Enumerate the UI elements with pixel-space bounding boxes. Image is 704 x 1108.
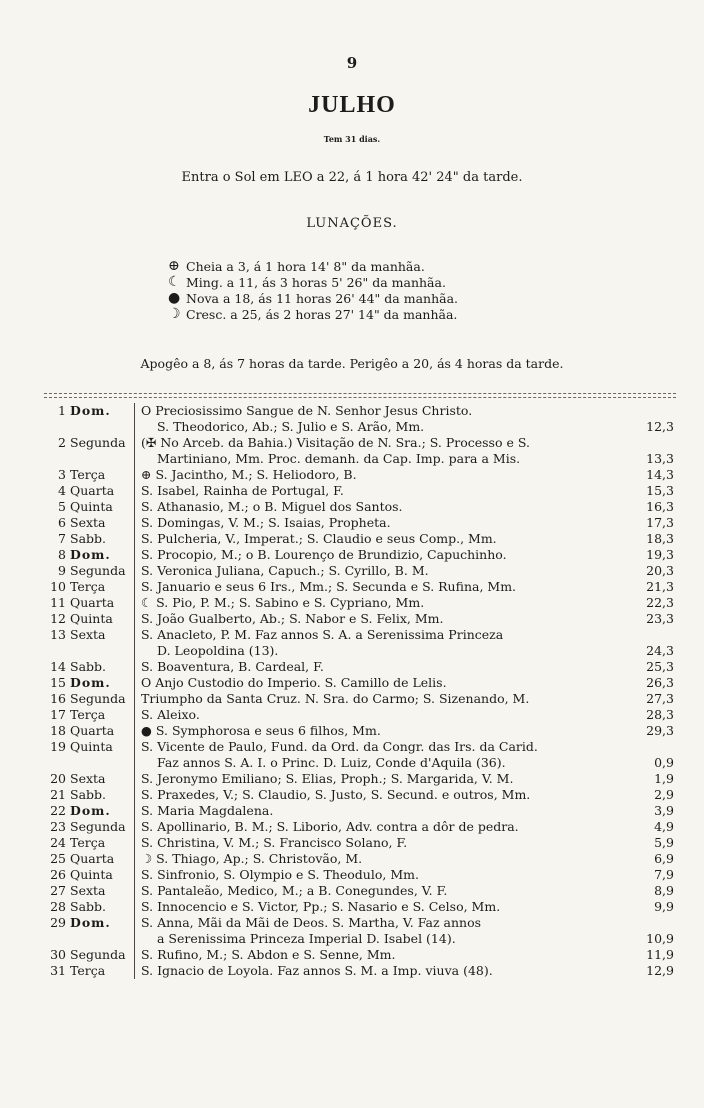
day-number: 24 bbox=[50, 835, 66, 850]
calendar-row bbox=[44, 787, 678, 803]
moon-age-value: 26,3 bbox=[646, 675, 674, 690]
moon-age-value: 23,3 bbox=[646, 611, 674, 626]
day-number: 5 bbox=[58, 499, 66, 514]
day-number: 7 bbox=[58, 531, 66, 546]
day-number: 25 bbox=[50, 851, 66, 866]
weekday: Sexta bbox=[70, 627, 135, 659]
weekday: Sabb. bbox=[70, 659, 135, 675]
moon-age-value: 9,9 bbox=[654, 899, 674, 914]
page-number: 9 bbox=[346, 54, 358, 72]
day-number: 23 bbox=[50, 819, 66, 834]
calendar-row bbox=[44, 563, 678, 579]
day-number: 8 bbox=[58, 547, 66, 562]
saints-text: S. Rufino, M.; S. Abdon e S. Senne, Mm. bbox=[141, 947, 396, 962]
moon-age-value: 12,3 bbox=[646, 419, 674, 434]
moon-age-value: 5,9 bbox=[654, 835, 674, 850]
saints-cell bbox=[135, 531, 623, 547]
sun-entry: Entra o Sol em LEO a 22, á 1 hora 42' 24" da tarde. bbox=[181, 170, 523, 185]
saints-continuation: Martiniano, Mm. Proc. demanh. da Cap. Imp. para a Mis. bbox=[157, 451, 521, 466]
last-quarter-icon: ☾ bbox=[168, 274, 181, 290]
weekday: Dom. bbox=[70, 803, 135, 819]
weekday: Terça bbox=[70, 707, 135, 723]
weekday: Sabb. bbox=[70, 531, 135, 547]
saints-cell bbox=[135, 787, 623, 803]
moon-age-value: 17,3 bbox=[646, 515, 674, 530]
weekday: Dom. bbox=[70, 403, 135, 435]
lunation-last-quarter bbox=[168, 274, 458, 290]
calendar-row bbox=[44, 467, 678, 483]
calendar-row bbox=[44, 403, 678, 435]
moon-age-value: 18,3 bbox=[646, 531, 674, 546]
weekday: Dom. bbox=[70, 547, 135, 563]
saints-cell bbox=[135, 803, 623, 819]
saints-text: S. Innocencio e S. Victor, Pp.; S. Nasario e S. Celso, Mm. bbox=[141, 899, 501, 914]
calendar-row bbox=[44, 675, 678, 691]
calendar-row bbox=[44, 627, 678, 659]
weekday: Segunda bbox=[70, 947, 135, 963]
moon-age-value: 14,3 bbox=[646, 467, 674, 482]
weekday: Segunda bbox=[70, 563, 135, 579]
saints-text: S. Athanasio, M.; o B. Miguel dos Santos. bbox=[141, 499, 403, 514]
apogee-perigee: Apogêo a 8, ás 7 horas da tarde. Perigêo a 20, ás 4 horas da tarde. bbox=[140, 356, 564, 371]
first-quarter-icon: ☽ bbox=[168, 306, 181, 322]
weekday: Segunda bbox=[70, 819, 135, 835]
saints-cell bbox=[135, 739, 623, 771]
weekday: Segunda bbox=[70, 691, 135, 707]
saints-continuation: a Serenissima Princeza Imperial D. Isabel (14). bbox=[157, 931, 456, 946]
weekday: Sexta bbox=[70, 771, 135, 787]
weekday: Sabb. bbox=[70, 899, 135, 915]
lunation-full bbox=[168, 258, 458, 274]
saints-text: S. João Gualberto, Ab.; S. Nabor e S. Felix, Mm. bbox=[141, 611, 444, 626]
calendar-row bbox=[44, 835, 678, 851]
moon-age-value: 6,9 bbox=[654, 851, 674, 866]
saints-text: S. Boaventura, B. Cardeal, F. bbox=[141, 659, 324, 674]
saints-text: O Anjo Custodio do Imperio. S. Camillo de Lelis. bbox=[141, 675, 447, 690]
saints-text: S. Aleixo. bbox=[141, 707, 200, 722]
saints-text: ☾ S. Pio, P. M.; S. Sabino e S. Cypriano, Mm. bbox=[141, 595, 425, 610]
saints-text: (✠ No Arceb. da Bahia.) Visitação de N. Sra.; S. Processo e S. bbox=[141, 435, 530, 450]
saints-cell bbox=[135, 691, 623, 707]
calendar-row bbox=[44, 531, 678, 547]
weekday: Segunda bbox=[70, 435, 135, 467]
calendar-row bbox=[44, 947, 678, 963]
lunations-title: LUNAÇÕES. bbox=[306, 216, 398, 231]
saints-cell bbox=[135, 595, 623, 611]
moon-age-value: 13,3 bbox=[646, 451, 674, 466]
lunation-text: Cheia a 3, á 1 hora 14' 8" da manhãa. bbox=[186, 258, 425, 274]
day-number: 27 bbox=[50, 883, 66, 898]
divider bbox=[44, 393, 676, 394]
lunation-first-quarter bbox=[168, 306, 458, 322]
saints-cell bbox=[135, 611, 623, 627]
weekday: Quarta bbox=[70, 595, 135, 611]
moon-age-value: 3,9 bbox=[654, 803, 674, 818]
day-number: 28 bbox=[50, 899, 66, 914]
calendar-row bbox=[44, 483, 678, 499]
calendar-row bbox=[44, 499, 678, 515]
moon-age-value: 20,3 bbox=[646, 563, 674, 578]
weekday: Terça bbox=[70, 835, 135, 851]
saints-cell bbox=[135, 467, 623, 483]
weekday: Dom. bbox=[70, 915, 135, 947]
calendar-row bbox=[44, 899, 678, 915]
saints-text: S. Domingas, V. M.; S. Isaias, Propheta. bbox=[141, 515, 391, 530]
moon-age-value: 25,3 bbox=[646, 659, 674, 674]
weekday: Quarta bbox=[70, 851, 135, 867]
saints-cell bbox=[135, 723, 623, 739]
calendar-row bbox=[44, 963, 678, 979]
calendar-row bbox=[44, 851, 678, 867]
weekday: Quinta bbox=[70, 739, 135, 771]
calendar-row bbox=[44, 771, 678, 787]
moon-age-value: 21,3 bbox=[646, 579, 674, 594]
calendar-row bbox=[44, 883, 678, 899]
calendar-row bbox=[44, 579, 678, 595]
moon-age-value: 24,3 bbox=[646, 643, 674, 658]
saints-text: S. Christina, V. M.; S. Francisco Solano, F. bbox=[141, 835, 408, 850]
day-number: 12 bbox=[50, 611, 66, 626]
calendar-row bbox=[44, 707, 678, 723]
lunation-text: Cresc. a 25, ás 2 horas 27' 14" da manhãa. bbox=[186, 306, 458, 322]
saints-cell bbox=[135, 627, 623, 659]
weekday: Terça bbox=[70, 963, 135, 979]
saints-text: S. Jeronymo Emiliano; S. Elias, Proph.; S. Margarida, V. M. bbox=[141, 771, 514, 786]
weekday: Sexta bbox=[70, 883, 135, 899]
day-number: 17 bbox=[50, 707, 66, 722]
saints-text: S. Vicente de Paulo, Fund. da Ord. da Congr. das Irs. da Carid. bbox=[141, 739, 538, 754]
weekday: Terça bbox=[70, 467, 135, 483]
calendar-row bbox=[44, 595, 678, 611]
lunation-text: Ming. a 11, ás 3 horas 5' 26" da manhãa. bbox=[186, 274, 446, 290]
saints-text: S. Maria Magdalena. bbox=[141, 803, 274, 818]
moon-age-value: 7,9 bbox=[654, 867, 674, 882]
moon-age-value: 4,9 bbox=[654, 819, 674, 834]
lunation-new bbox=[168, 290, 458, 306]
moon-age-value: 15,3 bbox=[646, 483, 674, 498]
saints-text: S. Apollinario, B. M.; S. Liborio, Adv. contra a dôr de pedra. bbox=[141, 819, 519, 834]
day-number: 29 bbox=[50, 915, 66, 930]
calendar-row bbox=[44, 915, 678, 947]
day-number: 20 bbox=[50, 771, 66, 786]
saints-text: S. Anna, Mãi da Mãi de Deos. S. Martha, V. Faz annos bbox=[141, 915, 482, 930]
day-number: 4 bbox=[58, 483, 66, 498]
day-number: 18 bbox=[50, 723, 66, 738]
divider bbox=[44, 397, 676, 398]
calendar-row bbox=[44, 547, 678, 563]
weekday: Quarta bbox=[70, 483, 135, 499]
saints-cell bbox=[135, 899, 623, 915]
moon-age-value: 27,3 bbox=[646, 691, 674, 706]
weekday: Quinta bbox=[70, 611, 135, 627]
saints-cell bbox=[135, 435, 623, 467]
saints-text: S. Januario e seus 6 Irs., Mm.; S. Secunda e S. Rufina, Mm. bbox=[141, 579, 517, 594]
calendar-row bbox=[44, 803, 678, 819]
saints-cell bbox=[135, 675, 623, 691]
saints-text: S. Pantaleão, Medico, M.; a B. Conegundes, V. F. bbox=[141, 883, 448, 898]
saints-text: S. Veronica Juliana, Capuch.; S. Cyrillo, B. M. bbox=[141, 563, 429, 578]
saints-text: S. Ignacio de Loyola. Faz annos S. M. a Imp. viuva (48). bbox=[141, 963, 493, 978]
moon-age-value: 8,9 bbox=[654, 883, 674, 898]
saints-text: S. Sinfronio, S. Olympio e S. Theodulo, Mm. bbox=[141, 867, 419, 882]
saints-cell bbox=[135, 547, 623, 563]
calendar-row bbox=[44, 611, 678, 627]
day-number: 19 bbox=[50, 739, 66, 754]
day-number: 9 bbox=[58, 563, 66, 578]
saints-text: ⊕ S. Jacintho, M.; S. Heliodoro, B. bbox=[141, 467, 357, 482]
saints-cell bbox=[135, 947, 623, 963]
days-note: Tem 31 dias. bbox=[323, 134, 381, 144]
moon-age-value: 1,9 bbox=[654, 771, 674, 786]
day-number: 3 bbox=[58, 467, 66, 482]
saints-cell bbox=[135, 707, 623, 723]
saints-text: ● S. Symphorosa e seus 6 filhos, Mm. bbox=[141, 723, 381, 738]
weekday: Sexta bbox=[70, 515, 135, 531]
saints-cell bbox=[135, 403, 623, 435]
saints-cell bbox=[135, 483, 623, 499]
weekday: Sabb. bbox=[70, 787, 135, 803]
day-number: 31 bbox=[50, 963, 66, 978]
saints-text: O Preciosissimo Sangue de N. Senhor Jesus Christo. bbox=[141, 403, 473, 418]
saints-cell bbox=[135, 499, 623, 515]
saints-cell bbox=[135, 819, 623, 835]
saints-cell bbox=[135, 659, 623, 675]
moon-age-value: 2,9 bbox=[654, 787, 674, 802]
new-moon-icon: ● bbox=[168, 290, 181, 306]
saints-cell bbox=[135, 915, 623, 947]
calendar-row bbox=[44, 515, 678, 531]
calendar-row bbox=[44, 867, 678, 883]
moon-age-value: 11,9 bbox=[646, 947, 674, 962]
saints-text: S. Isabel, Rainha de Portugal, F. bbox=[141, 483, 344, 498]
saints-text: S. Pulcheria, V., Imperat.; S. Claudio e seus Comp., Mm. bbox=[141, 531, 497, 546]
moon-age-value: 29,3 bbox=[646, 723, 674, 738]
day-number: 22 bbox=[50, 803, 66, 818]
day-number: 15 bbox=[50, 675, 66, 690]
full-moon-icon: ⊕ bbox=[168, 258, 180, 274]
day-number: 1 bbox=[58, 403, 66, 418]
saints-text: S. Procopio, M.; o B. Lourenço de Brundizio, Capuchinho. bbox=[141, 547, 507, 562]
saints-cell bbox=[135, 563, 623, 579]
moon-age-value: 12,9 bbox=[646, 963, 674, 978]
weekday: Quinta bbox=[70, 867, 135, 883]
moon-age-value: 22,3 bbox=[646, 595, 674, 610]
day-number: 14 bbox=[50, 659, 66, 674]
calendar-row bbox=[44, 739, 678, 771]
saints-cell bbox=[135, 515, 623, 531]
moon-age-value: 28,3 bbox=[646, 707, 674, 722]
calendar-row bbox=[44, 659, 678, 675]
saints-continuation: D. Leopoldina (13). bbox=[157, 643, 279, 658]
calendar-row bbox=[44, 819, 678, 835]
day-number: 2 bbox=[58, 435, 66, 450]
lunations-list bbox=[168, 258, 458, 322]
weekday: Quarta bbox=[70, 723, 135, 739]
saints-cell bbox=[135, 579, 623, 595]
moon-age-value: 10,9 bbox=[646, 931, 674, 946]
day-number: 30 bbox=[50, 947, 66, 962]
day-number: 16 bbox=[50, 691, 66, 706]
saints-cell bbox=[135, 851, 623, 867]
weekday: Dom. bbox=[70, 675, 135, 691]
day-number: 13 bbox=[50, 627, 66, 642]
saints-text: Triumpho da Santa Cruz. N. Sra. do Carmo; S. Sizenando, M. bbox=[141, 691, 530, 706]
saints-text: S. Praxedes, V.; S. Claudio, S. Justo, S. Secund. e outros, Mm. bbox=[141, 787, 531, 802]
lunation-text: Nova a 18, ás 11 horas 26' 44" da manhãa. bbox=[186, 290, 458, 306]
weekday: Quinta bbox=[70, 499, 135, 515]
moon-age-value: 0,9 bbox=[654, 755, 674, 770]
moon-age-value: 19,3 bbox=[646, 547, 674, 562]
day-number: 26 bbox=[50, 867, 66, 882]
day-number: 11 bbox=[50, 595, 66, 610]
moon-age-value: 16,3 bbox=[646, 499, 674, 514]
saints-cell bbox=[135, 771, 623, 787]
saints-calendar bbox=[44, 403, 678, 979]
saints-cell bbox=[135, 867, 623, 883]
saints-cell bbox=[135, 883, 623, 899]
weekday: Terça bbox=[70, 579, 135, 595]
saints-text: ☽ S. Thiago, Ap.; S. Christovão, M. bbox=[141, 851, 363, 866]
day-number: 6 bbox=[58, 515, 66, 530]
saints-cell bbox=[135, 963, 623, 979]
calendar-row bbox=[44, 691, 678, 707]
saints-cell bbox=[135, 835, 623, 851]
calendar-row bbox=[44, 723, 678, 739]
month-title: JULHO bbox=[308, 92, 396, 118]
saints-continuation: Faz annos S. A. I. o Princ. D. Luiz, Conde d'Aquila (36). bbox=[157, 755, 506, 770]
saints-text: S. Anacleto, P. M. Faz annos S. A. a Serenissima Princeza bbox=[141, 627, 504, 642]
calendar-row bbox=[44, 435, 678, 467]
day-number: 21 bbox=[50, 787, 66, 802]
day-number: 10 bbox=[50, 579, 66, 594]
saints-continuation: S. Theodorico, Ab.; S. Julio e S. Arão, Mm. bbox=[157, 419, 425, 434]
